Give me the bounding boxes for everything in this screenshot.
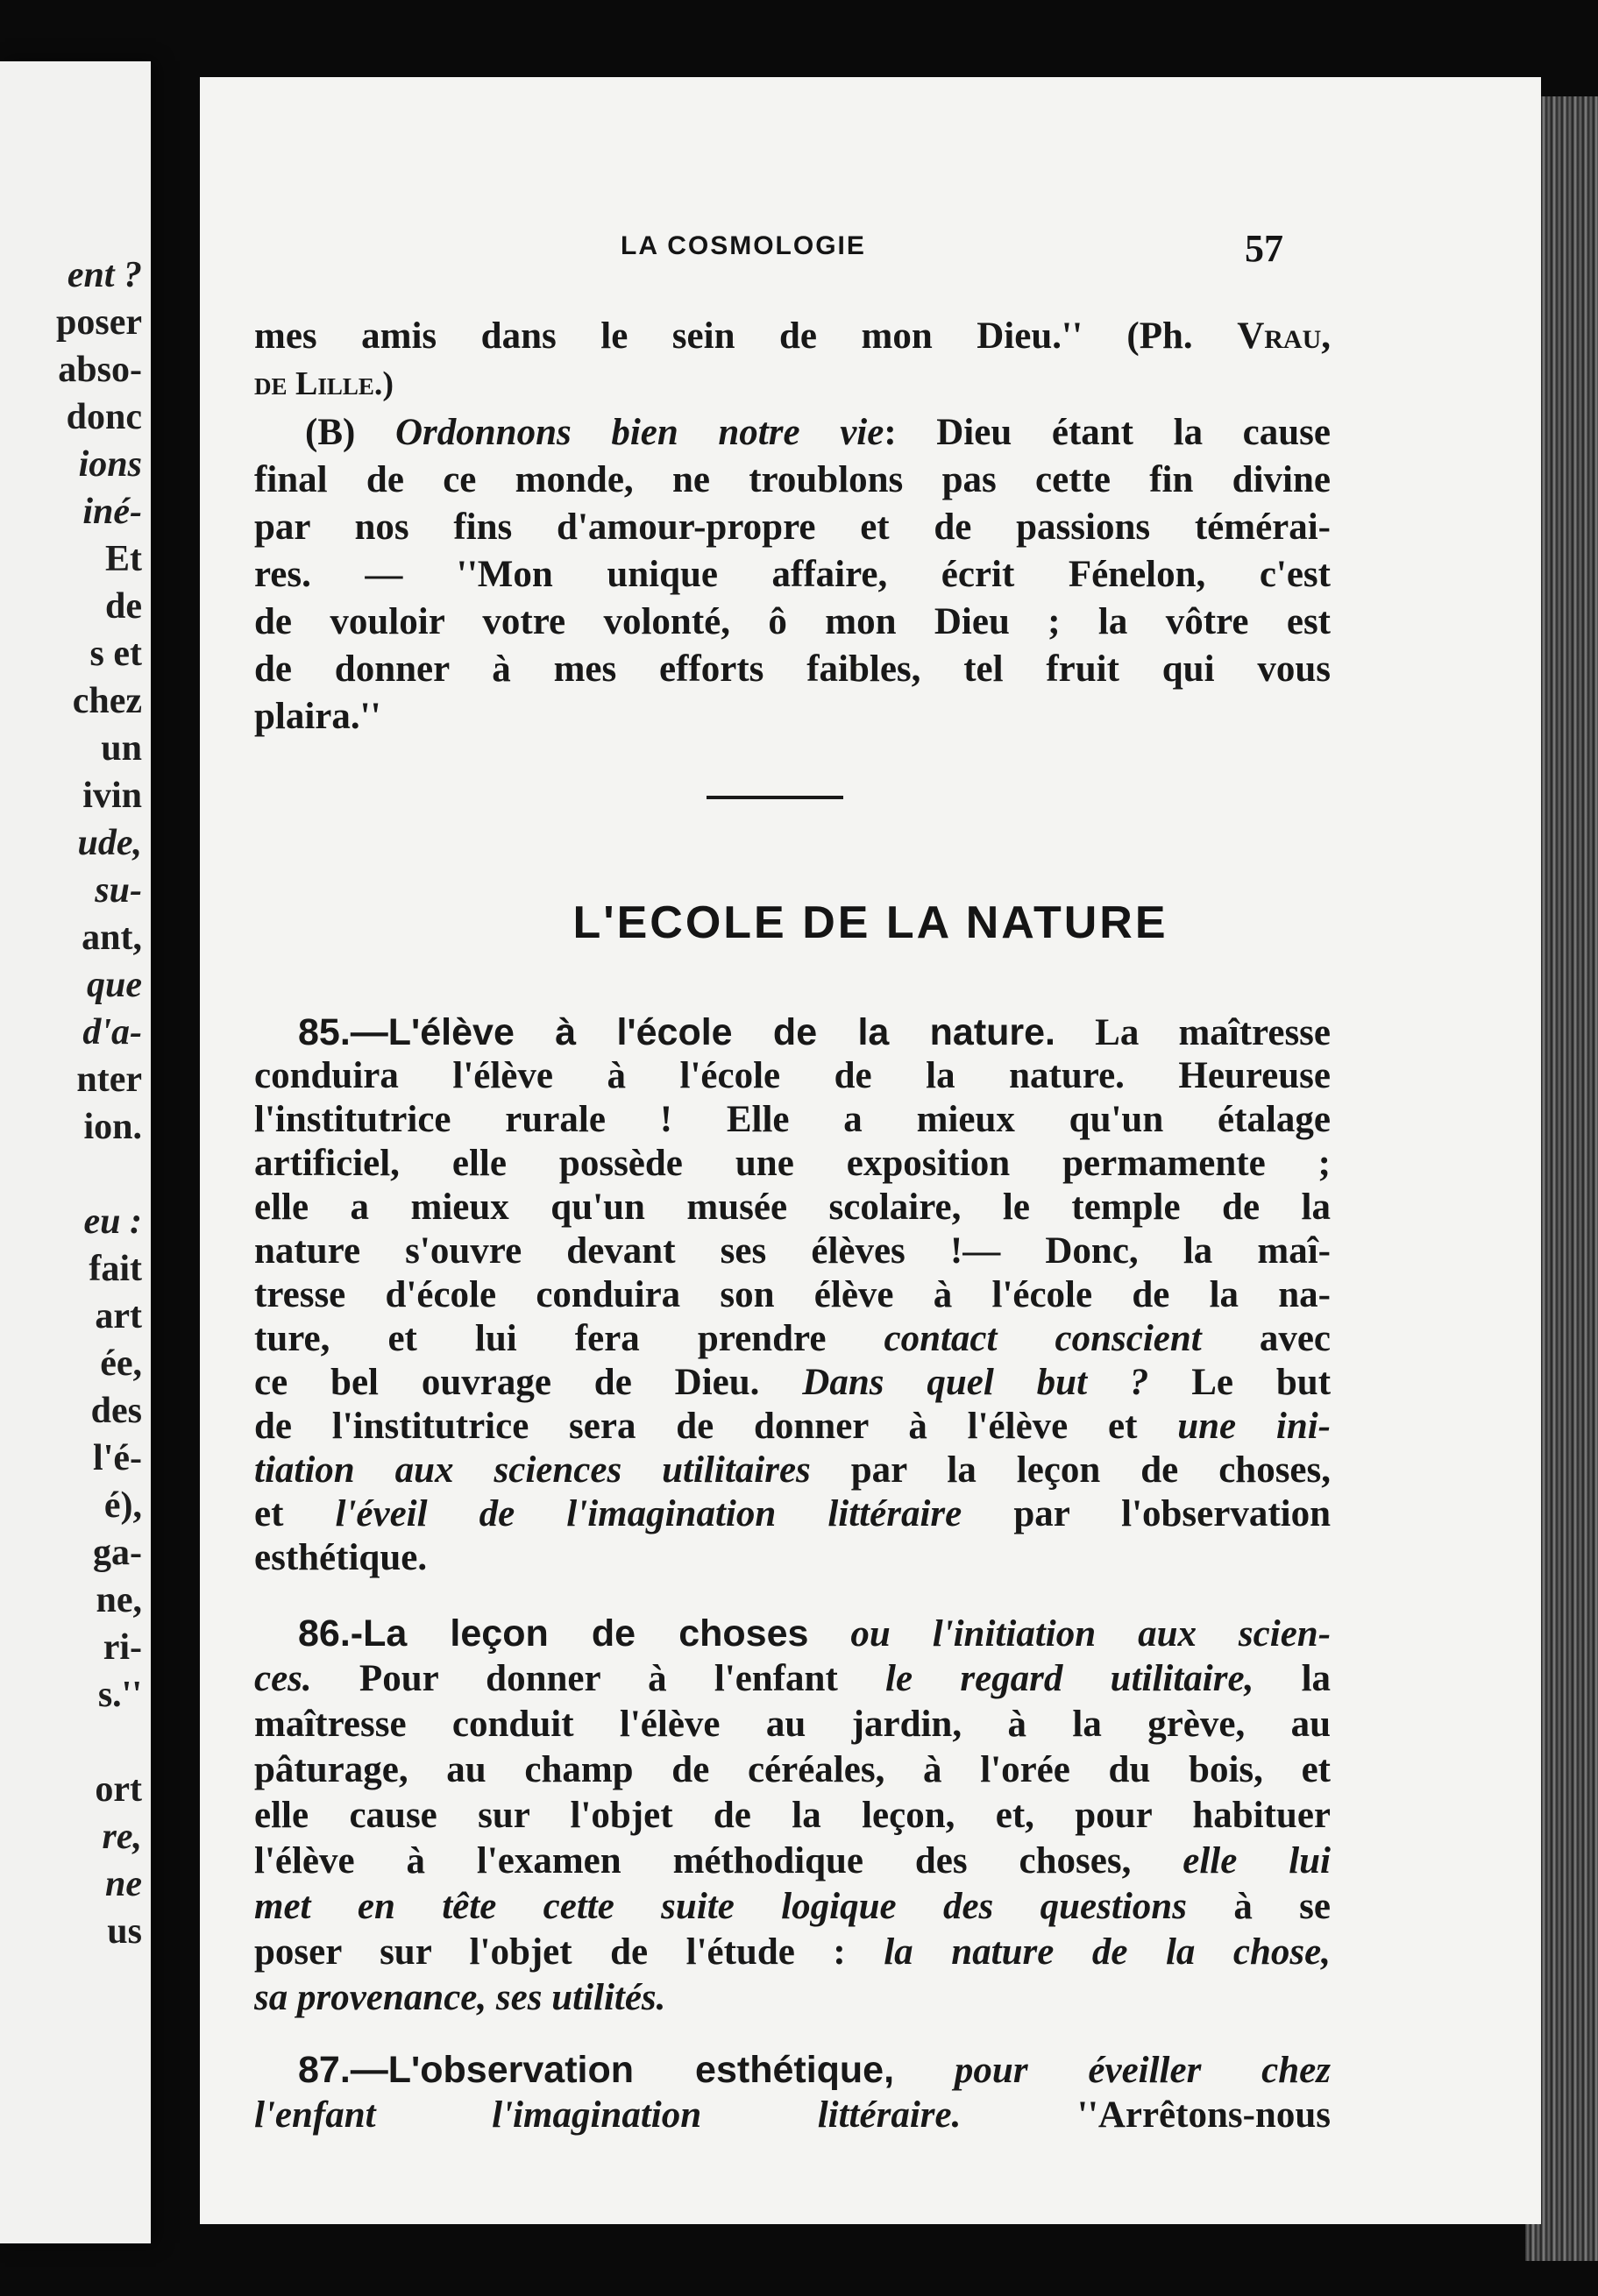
text-line: l'enfant l'imagination littéraire. ''Arrêtons-nous	[254, 2094, 1331, 2136]
left-page-fragment: un	[101, 728, 142, 769]
left-page-fragment: de	[105, 586, 142, 627]
left-page-fragment: s.''	[97, 1675, 142, 1715]
left-page-fragment: ivin	[82, 776, 142, 816]
left-page-fragment: ude,	[77, 823, 142, 863]
section-title: Ordonnons bien notre vie	[394, 412, 884, 453]
left-page-fragment: fait	[89, 1249, 142, 1289]
left-page-fragment: ion.	[83, 1107, 142, 1147]
text-line: elle cause sur l'objet de la leçon, et, pour habituer	[254, 1795, 1331, 1836]
page-number: 57	[1245, 227, 1283, 270]
text-line: de donner à mes efforts faibles, tel fruit qui vous	[254, 648, 1331, 690]
running-title: LA COSMOLOGIE	[621, 231, 866, 260]
text-line: et l'éveil de l'imagination littéraire par l'observation	[254, 1493, 1331, 1534]
text-line: l'institutrice rurale ! Elle a mieux qu'un étalage	[254, 1099, 1331, 1140]
text-line: 87.—L'observation esthétique, pour éveiller chez	[298, 2049, 1331, 2091]
left-page-fragment: l'é-	[93, 1438, 142, 1478]
text-line: ce bel ouvrage de Dieu. Dans quel but ? Le but	[254, 1362, 1331, 1403]
paragraph-number: 87.—	[298, 2049, 388, 2091]
left-page-fragment: ne,	[96, 1580, 142, 1620]
left-page-fragment: ne	[105, 1864, 142, 1904]
left-page-fragment: Et	[105, 539, 142, 579]
left-page-fragment: s et	[89, 634, 142, 674]
left-page-fragment: poser	[56, 302, 142, 343]
left-facing-page	[0, 61, 151, 2243]
left-page-fragment: eu :	[83, 1201, 142, 1242]
left-page-fragment: us	[107, 1911, 142, 1952]
left-page-fragment: nter	[76, 1059, 142, 1100]
left-page-fragment: chez	[72, 681, 142, 721]
section-label: (B)	[305, 412, 356, 453]
text-line: de vouloir votre volonté, ô mon Dieu ; la vôtre est	[254, 601, 1331, 642]
text-line: artificiel, elle possède une exposition permamente ;	[254, 1143, 1331, 1184]
text-line: maîtresse conduit l'élève au jardin, à la grève, au	[254, 1704, 1331, 1745]
text-line: par nos fins d'amour-propre et de passions témérai-	[254, 507, 1331, 548]
text-line: elle a mieux qu'un musée scolaire, le temple de la	[254, 1187, 1331, 1228]
left-page-fragment: su-	[95, 870, 142, 911]
text-line: nature s'ouvre devant ses élèves !— Donc, la maî-	[254, 1230, 1331, 1272]
text-line: plaira.''	[254, 696, 381, 737]
left-page-fragment: d'a-	[82, 1012, 142, 1052]
text-line: met en tête cette suite logique des questions à se	[254, 1886, 1331, 1927]
text-line: de Lille.)	[254, 365, 394, 402]
section-heading: L'ECOLE DE LA NATURE	[572, 897, 1168, 948]
paragraph-number: 86.-	[298, 1612, 364, 1655]
running-header	[200, 226, 1541, 279]
text-line: (B) Ordonnons bien notre vie: Dieu étant la cause	[305, 412, 1331, 453]
text-line: l'élève à l'examen méthodique des choses, elle lui	[254, 1840, 1331, 1881]
paragraph-title: La leçon de choses	[363, 1612, 809, 1655]
text-line: mes amis dans le sein de mon Dieu.'' (Ph. Vrau,	[254, 315, 1331, 357]
paragraph-title: L'élève à l'école de la nature.	[387, 1011, 1055, 1053]
section-divider	[707, 796, 843, 799]
paragraph-number: 85.—	[298, 1011, 388, 1053]
left-page-fragment: ri-	[103, 1627, 142, 1668]
text-line: conduira l'élève à l'école de la nature. Heureuse	[254, 1055, 1331, 1096]
left-page-fragment: iné-	[82, 492, 142, 532]
text-line: res. — ''Mon unique affaire, écrit Fénelon, c'est	[254, 554, 1331, 595]
text-line: ces. Pour donner à l'enfant le regard utilitaire, la	[254, 1658, 1331, 1699]
left-page-fragment: donc	[66, 397, 142, 437]
left-page-fragment: art	[95, 1296, 142, 1336]
text-line: tiation aux sciences utilitaires par la leçon de choses,	[254, 1449, 1331, 1491]
text-line: esthétique.	[254, 1537, 428, 1578]
text-line: final de ce monde, ne troublons pas cette fin divine	[254, 459, 1331, 500]
left-page-fragment: ga-	[93, 1533, 142, 1573]
text-line: de l'institutrice sera de donner à l'élève et une ini-	[254, 1406, 1331, 1447]
text-line: tresse d'école conduira son élève à l'école de la na-	[254, 1274, 1331, 1315]
paragraph-title: L'observation esthétique,	[387, 2049, 895, 2091]
text-line: 86.-La leçon de choses ou l'initiation aux scien-	[298, 1612, 1331, 1655]
left-page-fragment: ée,	[100, 1343, 142, 1384]
text-line: pâturage, au champ de céréales, à l'orée du bois, et	[254, 1749, 1331, 1790]
left-page-fragment: ant,	[82, 918, 142, 958]
left-page-fragment: ent ?	[67, 255, 142, 295]
left-page-fragment: ions	[78, 444, 142, 485]
left-page-fragment: abso-	[58, 350, 142, 390]
left-page-fragment: é),	[103, 1485, 142, 1526]
text-line: poser sur l'objet de l'étude : la nature de la chose,	[254, 1931, 1331, 1973]
left-page-fragment: que	[87, 965, 142, 1005]
text-line: 85.—L'élève à l'école de la nature. La maîtresse	[298, 1011, 1331, 1053]
text-line: sa provenance, ses utilités.	[254, 1977, 666, 2018]
left-page-fragment: re,	[102, 1817, 142, 1857]
left-page-fragment: des	[90, 1391, 142, 1431]
book-page	[200, 77, 1541, 2224]
text-line: ture, et lui fera prendre contact conscient avec	[254, 1318, 1331, 1359]
left-page-fragment: ort	[95, 1769, 142, 1810]
